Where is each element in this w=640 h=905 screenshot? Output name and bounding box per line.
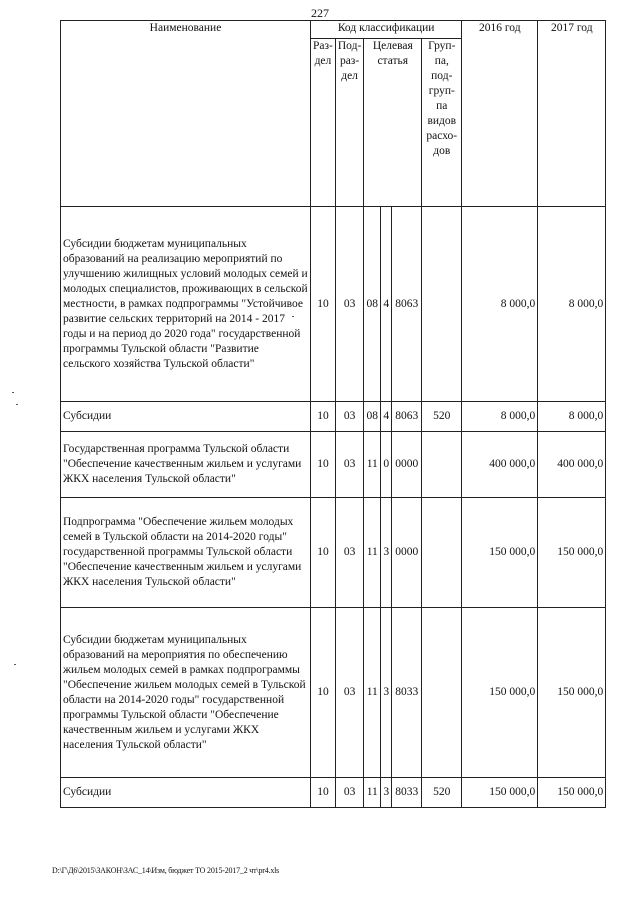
row-podrazdel: 03 (335, 207, 363, 402)
row-cs-program: 11 (364, 608, 381, 778)
row-name: Субсидии бюджетам муниципальных образований на мероприятия по обеспечению жильем молодых семей в рамках подпрограммы "Обеспечение жильем молодых семей в Тульской области на 2014-2020 годы" государственной программы Тульской области "Обеспечение качественным жильем и услугами ЖКХ населения Тульской области" (61, 608, 311, 778)
header-name: Наименование (61, 21, 311, 207)
row-value-2017: 150 000,0 (538, 778, 606, 808)
row-value-2016: 8 000,0 (462, 402, 538, 432)
row-value-2016: 8 000,0 (462, 207, 538, 402)
row-razdel: 10 (311, 608, 336, 778)
header-razdel: Раз-дел (311, 39, 336, 207)
header-year-2017: 2017 год (538, 21, 606, 207)
row-cs-direction: 8033 (392, 778, 422, 808)
row-cs-subprogram: 3 (381, 608, 392, 778)
row-podrazdel: 03 (335, 498, 363, 608)
row-cs-direction: 8063 (392, 207, 422, 402)
row-cs-subprogram: 4 (381, 207, 392, 402)
row-cs-program: 08 (364, 402, 381, 432)
row-razdel: 10 (311, 402, 336, 432)
row-cs-program: 11 (364, 432, 381, 498)
scan-speck (292, 316, 294, 317)
row-cs-subprogram: 0 (381, 432, 392, 498)
row-podrazdel: 03 (335, 778, 363, 808)
header-vid-rashodov: Груп-па, под-груп-па видов расхо-дов (422, 39, 462, 207)
row-value-2016: 150 000,0 (462, 608, 538, 778)
scan-speck (12, 392, 14, 393)
row-cs-subprogram: 3 (381, 498, 392, 608)
row-value-2017: 8 000,0 (538, 207, 606, 402)
page-number: 227 (311, 6, 329, 20)
row-name: Субсидии (61, 402, 311, 432)
row-vid (422, 432, 462, 498)
row-razdel: 10 (311, 498, 336, 608)
row-cs-subprogram: 4 (381, 402, 392, 432)
scan-speck (16, 404, 18, 405)
table-row (61, 498, 606, 608)
row-value-2016: 400 000,0 (462, 432, 538, 498)
row-vid: 520 (422, 778, 462, 808)
row-name: Субсидии бюджетам муниципальных образований на реализацию мероприятий по улучшению жилищных условий молодых семей и молодых специалистов, проживающих в сельской местности, в рамках подпрограммы "Устойчивое развитие сельских территорий на 2014 - 2017 годы и на период до 2020 года" государственной программы Тульской области "Развитие сельского хозяйства Тульской области" (61, 207, 311, 402)
row-name: Подпрограмма "Обеспечение жильем молодых семей в Тульской области на 2014-2020 годы" государственной программы Тульской области "Обеспечение качественным жильем и услугами ЖКХ населения Тульской области" (61, 498, 311, 608)
header-code-group: Код классификации (311, 21, 462, 39)
table-row (61, 402, 606, 432)
row-name: Государственная программа Тульской области "Обеспечение качественным жильем и услугами ЖКХ населения Тульской области" (61, 432, 311, 498)
row-cs-program: 11 (364, 778, 381, 808)
header-year-2016: 2016 год (462, 21, 538, 207)
row-podrazdel: 03 (335, 402, 363, 432)
row-cs-direction: 8033 (392, 608, 422, 778)
row-razdel: 10 (311, 778, 336, 808)
row-value-2016: 150 000,0 (462, 498, 538, 608)
row-value-2017: 150 000,0 (538, 498, 606, 608)
table-row (61, 608, 606, 778)
row-vid (422, 207, 462, 402)
row-razdel: 10 (311, 207, 336, 402)
row-value-2017: 8 000,0 (538, 402, 606, 432)
row-value-2017: 400 000,0 (538, 432, 606, 498)
row-cs-program: 08 (364, 207, 381, 402)
row-value-2016: 150 000,0 (462, 778, 538, 808)
row-cs-program: 11 (364, 498, 381, 608)
budget-table (60, 20, 606, 808)
row-value-2017: 150 000,0 (538, 608, 606, 778)
header-celevaya-statya: Целевая статья (364, 39, 422, 207)
row-cs-direction: 0000 (392, 432, 422, 498)
header-podrazdel: Под-раз-дел (335, 39, 363, 207)
scan-speck (14, 664, 16, 665)
row-cs-direction: 8063 (392, 402, 422, 432)
row-name: Субсидии (61, 778, 311, 808)
row-razdel: 10 (311, 432, 336, 498)
row-podrazdel: 03 (335, 608, 363, 778)
row-cs-subprogram: 3 (381, 778, 392, 808)
row-cs-direction: 0000 (392, 498, 422, 608)
row-vid: 520 (422, 402, 462, 432)
table-row (61, 207, 606, 402)
row-vid (422, 608, 462, 778)
row-podrazdel: 03 (335, 432, 363, 498)
table-row (61, 778, 606, 808)
file-path-footer: D:\Г\Д6\2015\ЗАКОН\ЗАС_14\Изм, бюджет ТО 2015-2017_2 чт\pr4.xls (52, 866, 280, 875)
row-vid (422, 498, 462, 608)
table-row (61, 432, 606, 498)
